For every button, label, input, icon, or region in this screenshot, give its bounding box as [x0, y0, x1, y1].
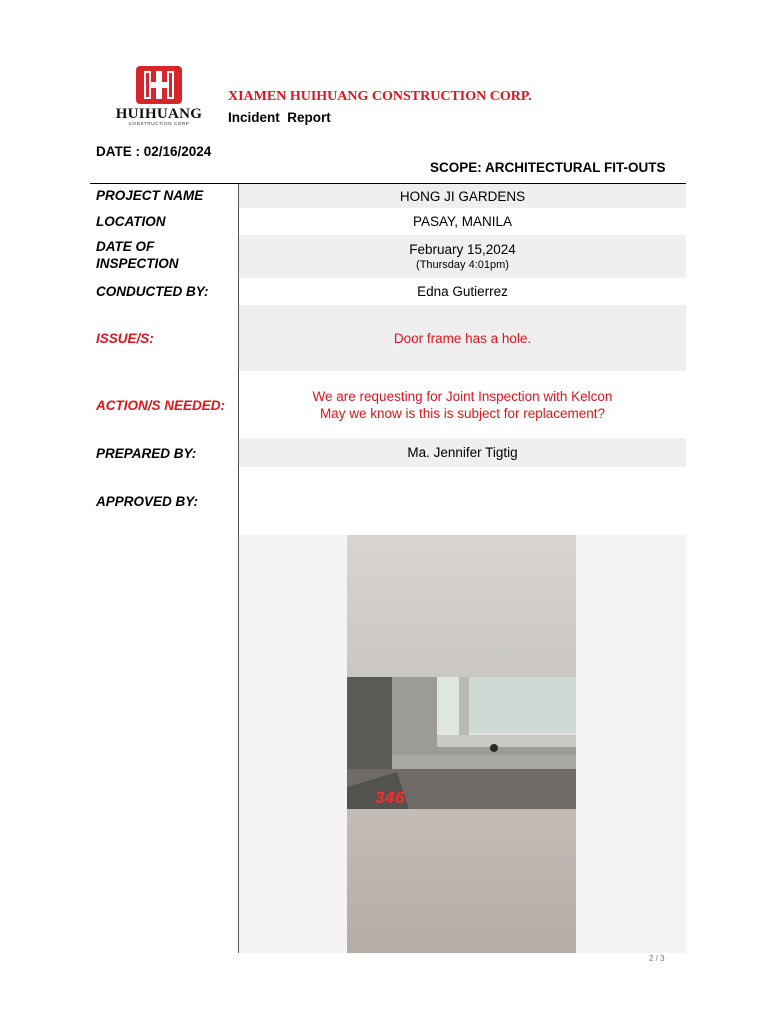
inspection-time-text: (Thursday 4:01pm) [416, 259, 509, 271]
issues-value [239, 305, 686, 371]
project-name-label: PROJECT NAME [96, 188, 204, 203]
logo-subtitle: CONSTRUCTION CORP [128, 121, 190, 126]
photo-wall-upper [347, 535, 576, 677]
project-name-value [239, 184, 686, 208]
conducted-by-label: CONDUCTED BY: [96, 284, 209, 299]
document-title: Incident Report [228, 110, 331, 125]
report-scope: SCOPE: ARCHITECTURAL FIT-OUTS [430, 160, 666, 175]
company-logo [107, 63, 211, 127]
project-name-text: HONG JI GARDENS [399, 188, 526, 204]
actions-needed-value [239, 371, 686, 438]
logo-wordmark: HUIHUANG [115, 106, 203, 122]
page-number: 2 / 3 [649, 954, 665, 963]
date-of-inspection-label-line2: INSPECTION [96, 256, 179, 271]
date-of-inspection-label-line1: DATE OF [96, 239, 155, 254]
prepared-by-label: PREPARED BY: [96, 446, 197, 461]
report-date: DATE : 02/16/2024 [96, 144, 212, 159]
door-frame-photo [347, 535, 576, 953]
conducted-by-value [239, 278, 686, 305]
inspection-date-text: February 15,2024 [409, 242, 516, 257]
photo-number-overlay: 346 [375, 788, 405, 807]
company-name: XIAMEN HUIHUANG CONSTRUCTION CORP. [228, 89, 532, 104]
date-of-inspection-label [96, 238, 179, 272]
date-of-inspection-value [239, 235, 686, 278]
issues-text: Door frame has a hole. [393, 330, 532, 346]
logo-mark-icon [135, 65, 183, 105]
approved-by-value [239, 467, 686, 535]
location-text: PASAY, MANILA [412, 214, 513, 229]
actions-needed-label: ACTION/S NEEDED: [96, 398, 226, 413]
actions-needed-line1: We are requesting for Joint Inspection with Kelcon [312, 388, 613, 404]
conducted-by-text: Edna Gutierrez [417, 284, 508, 299]
location-value [239, 208, 686, 235]
location-label: LOCATION [96, 214, 166, 229]
prepared-by-text: Ma. Jennifer Tigtig [407, 445, 518, 460]
prepared-by-value [239, 438, 686, 467]
actions-needed-line2: May we know is this is subject for replacement? [319, 405, 606, 421]
issues-label: ISSUE/S: [96, 331, 154, 346]
photo-wall-lower [347, 809, 576, 953]
approved-by-label: APPROVED BY: [96, 494, 199, 509]
